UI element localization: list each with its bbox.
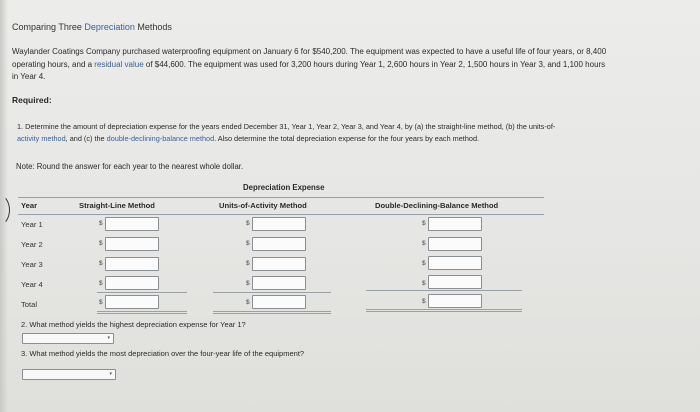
- page-curl-mark: [0, 194, 10, 226]
- sl-dollar-year-2: $: [99, 240, 103, 247]
- chevron-down-icon: ▾: [109, 371, 112, 377]
- question-3: 3. What method yields the most depreciation over the four-year life of the equipment?: [21, 349, 305, 358]
- ddb-sum-rule: [366, 290, 522, 291]
- ddb-dollar-year-3: $: [422, 260, 426, 267]
- residual-value-link[interactable]: residual value: [94, 59, 144, 69]
- ua-dollar-year-3: $: [246, 260, 250, 267]
- ddb-dollar-year-2: $: [422, 240, 426, 247]
- ua-input-year-3[interactable]: [252, 257, 306, 271]
- intro-line-2: [12, 59, 692, 72]
- row-label-year-2: Year 2: [21, 240, 43, 249]
- sl-dollar-year-4: $: [99, 280, 103, 287]
- sl-total-rule-1: [97, 311, 187, 312]
- required-heading: Required:: [12, 95, 52, 105]
- ua-input-year-2[interactable]: [252, 237, 306, 251]
- intro-line-2b: of $44,600. The equipment was used for 3,200 hours during Year 1, 2,600 hours in Year 2, 1,500 hours in Year 3, and 1,100 hours: [143, 59, 606, 69]
- ddb-dollar-year-4: $: [422, 280, 426, 287]
- row-label-year-3: Year 3: [21, 260, 43, 269]
- title-text-a: Comparing Three: [12, 22, 85, 32]
- ddb-input-year-3[interactable]: [428, 256, 482, 270]
- row-label-year-1: Year 1: [21, 220, 43, 229]
- row-label-total: Total: [21, 300, 38, 309]
- intro-line-2a: operating hours, and a: [12, 59, 95, 69]
- ddb-input-year-1[interactable]: [428, 217, 482, 231]
- question-2-dropdown[interactable]: [22, 333, 114, 344]
- ua-input-year-1[interactable]: [252, 217, 306, 231]
- ddb-total-rule-2: [366, 311, 522, 312]
- question-2: 2. What method yields the highest depreciation expense for Year 1?: [21, 320, 246, 329]
- ddb-dollar-year-1: $: [422, 220, 426, 227]
- intro-paragraph: [12, 46, 692, 84]
- sl-dollar-total: $: [99, 299, 103, 306]
- sl-dollar-year-1: $: [99, 220, 103, 227]
- ddb-total-rule-1: [366, 309, 522, 310]
- ua-total-rule-1: [213, 311, 331, 312]
- title-link-depreciation[interactable]: Depreciation: [84, 22, 135, 32]
- sl-input-year-3[interactable]: [105, 257, 159, 271]
- sl-input-year-4[interactable]: [105, 276, 159, 290]
- intro-line-3: in Year 4.: [12, 72, 46, 81]
- question-1: [17, 121, 692, 145]
- sl-dollar-year-3: $: [99, 260, 103, 267]
- intro-line-1: Waylander Coatings Company purchased waterproofing equipment on January 6 for $540,200. The equipment was expected to have a useful life of four years, or 8,400: [12, 47, 607, 56]
- sl-input-year-2[interactable]: [105, 237, 159, 251]
- table-header-rule: [18, 214, 544, 215]
- ua-total-rule-2: [213, 313, 331, 314]
- sl-input-year-1[interactable]: [105, 217, 159, 231]
- question-3-dropdown[interactable]: [22, 369, 116, 380]
- rounding-note: Note: Round the answer for each year to the nearest whole dollar.: [16, 162, 244, 171]
- depreciation-expense-header: Depreciation Expense: [243, 183, 325, 192]
- sl-sum-rule: [97, 292, 187, 293]
- question-1-line-2: [17, 133, 692, 145]
- table-top-rule: [18, 197, 544, 198]
- ddb-input-total[interactable]: [428, 294, 482, 308]
- sl-input-total[interactable]: [105, 295, 159, 309]
- page-title: [12, 22, 172, 32]
- ua-input-total[interactable]: [252, 295, 306, 309]
- ua-dollar-year-1: $: [246, 220, 250, 227]
- row-label-year-4: Year 4: [21, 280, 43, 289]
- question-1-line-2b: , and (c) the: [65, 134, 107, 143]
- col-header-straight-line: Straight-Line Method: [79, 201, 155, 210]
- col-header-units-of-activity: Units-of-Activity Method: [219, 201, 307, 210]
- ua-sum-rule: [213, 292, 331, 293]
- ddb-input-year-2[interactable]: [428, 237, 482, 251]
- activity-method-link[interactable]: activity method: [17, 134, 66, 143]
- ua-dollar-total: $: [246, 299, 250, 306]
- ddb-method-link[interactable]: double-declining-balance method: [106, 134, 215, 143]
- title-text-b: Methods: [134, 22, 172, 32]
- question-1-line-2c: . Also determine the total depreciation expense for the four years by each method.: [214, 134, 480, 143]
- ua-dollar-year-2: $: [246, 240, 250, 247]
- ua-input-year-4[interactable]: [252, 276, 306, 290]
- col-header-year: Year: [21, 201, 38, 210]
- ddb-dollar-total: $: [422, 298, 426, 305]
- chevron-down-icon: ▾: [107, 335, 110, 341]
- col-header-ddb: Double-Declining-Balance Method: [375, 201, 499, 210]
- sl-total-rule-2: [97, 313, 187, 314]
- ua-dollar-year-4: $: [246, 280, 250, 287]
- ddb-input-year-4[interactable]: [428, 275, 482, 289]
- question-1-line-1: 1. Determine the amount of depreciation expense for the years ended December 31, Year 1, Year 2, Year 3, and Year 4, by (a) the straight-line method, (b) the units-of-: [17, 122, 556, 131]
